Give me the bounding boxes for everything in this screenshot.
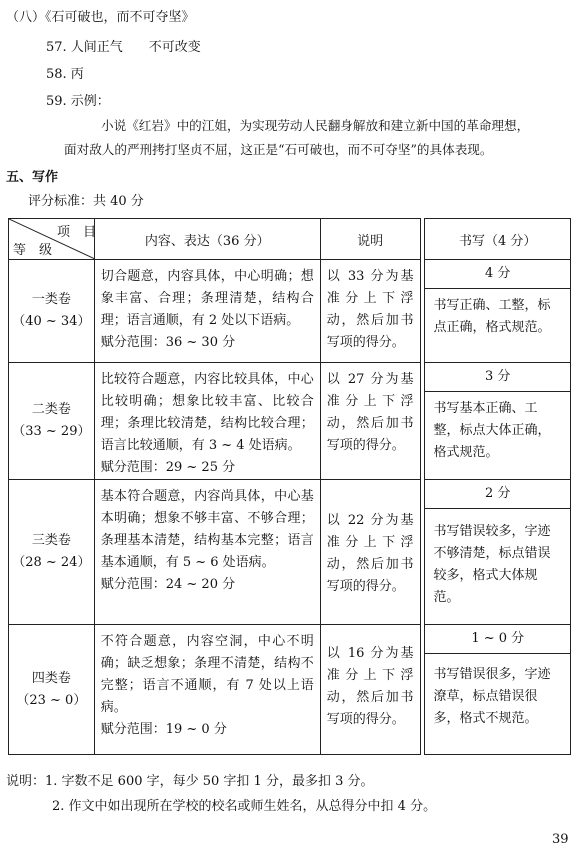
grade-name: 二类卷 bbox=[31, 402, 71, 417]
grade-name: 三类卷 bbox=[31, 533, 71, 548]
grade-range: （40 ~ 34） bbox=[12, 314, 91, 329]
writing-score: 2 分 bbox=[425, 480, 570, 509]
writing-desc: 书写基本正确、工整，标点大体正确，格式规范。 bbox=[433, 401, 551, 460]
note-line-1: 说明：1. 字数不足 600 字，每少 50 字扣 1 分，最多扣 3 分。 bbox=[6, 774, 374, 789]
writing-score: 3 分 bbox=[425, 363, 570, 392]
note-text: 以 27 分为基准分上下浮动，然后加书写项的得分。 bbox=[326, 372, 414, 453]
note-line-2: 2. 作文中如出现所在学校的校名或师生姓名，从总得分中扣 4 分。 bbox=[52, 799, 437, 814]
note-text: 以 22 分为基准分上下浮动，然后加书写项的得分。 bbox=[326, 513, 414, 594]
grade-range: （23 ~ 0） bbox=[16, 692, 87, 708]
writing-desc: 书写错误很多，字迹潦草，标点错误很多，格式不规范。 bbox=[433, 667, 551, 726]
header-corner-cell bbox=[9, 219, 95, 260]
scoring-table bbox=[8, 218, 571, 755]
writing-score: 4 分 bbox=[425, 260, 570, 289]
score-range: 赋分范围：29 ~ 25 分 bbox=[100, 460, 236, 475]
grade-cell bbox=[9, 480, 95, 625]
note-cell bbox=[320, 260, 420, 363]
writing-desc: 书写正确、工整，标点正确，格式规范。 bbox=[433, 298, 551, 335]
grade-cell bbox=[9, 260, 95, 363]
score-range: 赋分范围：24 ~ 20 分 bbox=[100, 577, 236, 592]
content-text: 基本符合题意，内容尚具体，中心基本明确；想象不够丰富、不够合理；条理基本清楚，结构基本完整；语言基本通顺，有 5 ~ 6 处语病。 bbox=[100, 489, 314, 570]
answer-57: 57. 人间正气 不可改变 bbox=[46, 40, 201, 55]
writing-score: 1 ~ 0 分 bbox=[425, 625, 570, 654]
grade-cell bbox=[9, 363, 95, 480]
content-cell bbox=[94, 260, 320, 363]
answer-58: 58. 丙 bbox=[46, 67, 84, 82]
content-cell bbox=[94, 625, 320, 755]
content-text: 比较符合题意，内容比较具体，中心比较明确；想象比较丰富、比较合理；条理比较清楚，结构比较合理；语言比较通顺，有 3 ~ 4 处语病。 bbox=[100, 372, 314, 453]
answer-59: 59. 示例： bbox=[46, 94, 110, 109]
note-cell bbox=[320, 625, 420, 755]
content-cell bbox=[94, 363, 320, 480]
example-line-1: 小说《红岩》中的江姐，为实现劳动人民翻身解放和建立新中国的革命理想， bbox=[101, 118, 530, 133]
grade-name: 四类卷 bbox=[31, 670, 71, 686]
note-text: 以 33 分为基准分上下浮动，然后加书写项的得分。 bbox=[326, 269, 414, 350]
content-text: 不符合题意，内容空洞，中心不明确；缺乏想象；条理不清楚，结构不完整；语言不通顺，有 7 处以上语病。 bbox=[100, 634, 314, 715]
header-note: 说明 bbox=[320, 219, 420, 260]
header-item-label: 项 目 bbox=[57, 225, 97, 240]
note-cell bbox=[320, 480, 420, 625]
writing-desc: 书写错误较多，字迹不够清楚，标点错误较多，格式大体规范。 bbox=[433, 524, 551, 605]
writing-cell bbox=[425, 260, 571, 363]
header-content: 内容、表达（36 分） bbox=[94, 219, 320, 260]
note-text: 以 16 分为基准分上下浮动，然后加书写项的得分。 bbox=[326, 646, 414, 727]
writing-cell bbox=[425, 480, 571, 625]
content-text: 切合题意，内容具体，中心明确；想象丰富、合理；条理清楚，结构合理；语言通顺，有 2 处以下语病。 bbox=[100, 269, 314, 328]
criteria-text: 评分标准：共 40 分 bbox=[28, 194, 144, 209]
header-grade-label: 等 级 bbox=[13, 243, 53, 258]
page-number: 39 bbox=[552, 832, 569, 847]
grade-name: 一类卷 bbox=[31, 292, 71, 307]
header-writing: 书写（4 分） bbox=[425, 219, 571, 260]
section5-title: 五、写作 bbox=[6, 170, 59, 185]
writing-cell bbox=[425, 363, 571, 480]
score-range: 赋分范围：36 ~ 30 分 bbox=[100, 335, 236, 350]
grade-range: （33 ~ 29） bbox=[12, 424, 91, 439]
grade-cell bbox=[9, 625, 95, 755]
score-range: 赋分范围：19 ~ 0 分 bbox=[100, 722, 227, 737]
example-line-2: 面对敌人的严刑拷打坚贞不屈，这正是“石可破也，而不可夺坚”的具体表现。 bbox=[64, 142, 493, 157]
grade-range: （28 ~ 24） bbox=[12, 555, 91, 570]
section8-title: （八）《石可破也，而不可夺坚》 bbox=[6, 10, 195, 25]
note-cell bbox=[320, 363, 420, 480]
writing-cell bbox=[425, 625, 571, 755]
content-cell bbox=[94, 480, 320, 625]
